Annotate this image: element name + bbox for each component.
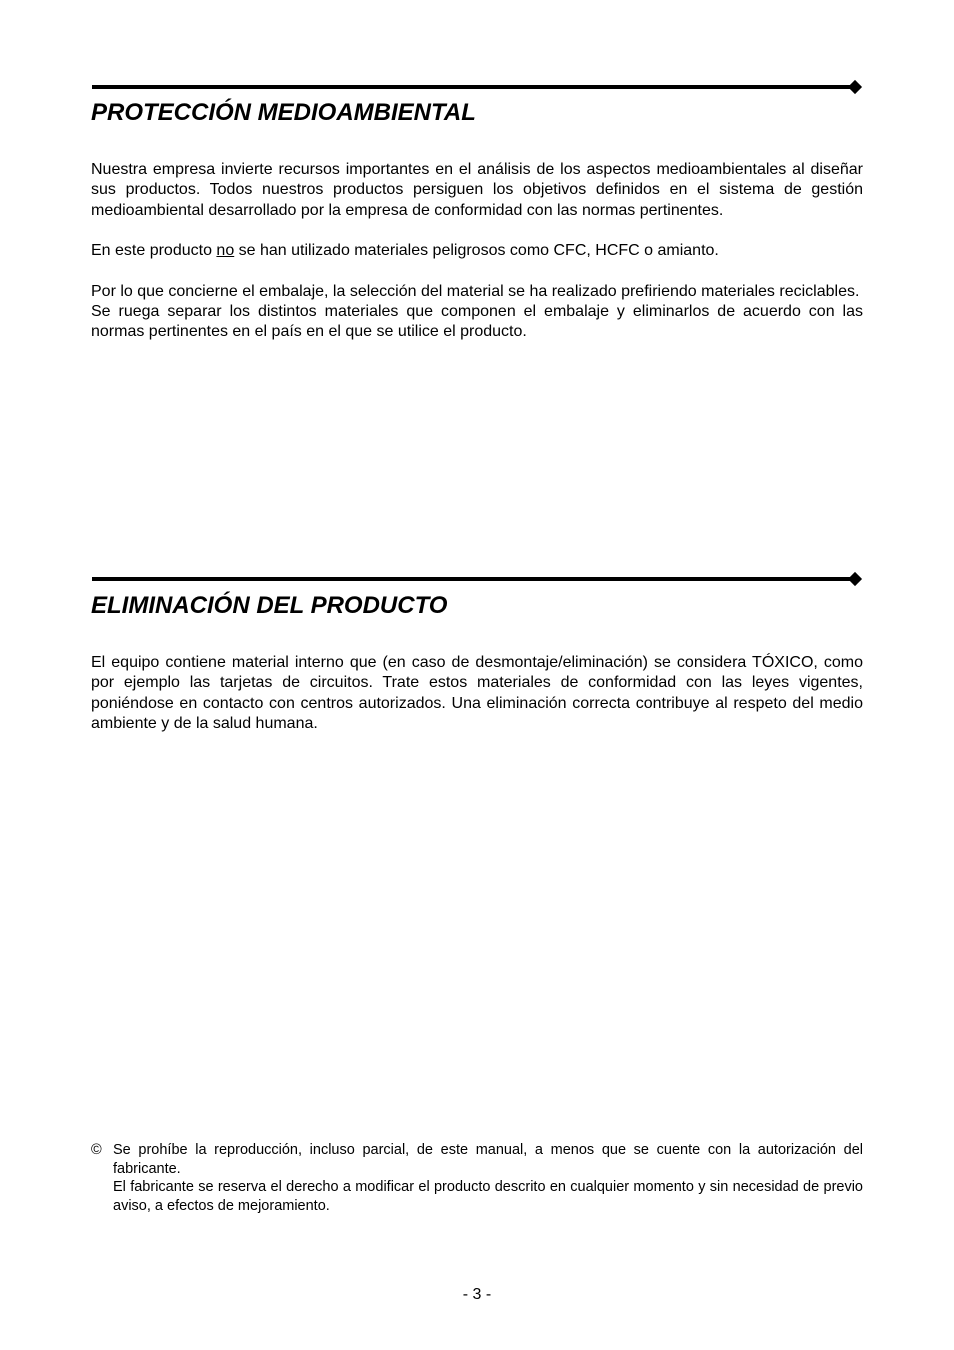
footnote-line: Se prohíbe la reproducción, incluso parcial, de este manual, a menos que se cuente con la autorización del fabricante. xyxy=(113,1142,863,1177)
copyright-icon: © xyxy=(91,1142,102,1158)
divider-line xyxy=(92,85,850,89)
page-number: - 3 - xyxy=(462,1286,492,1303)
footnote-line: El fabricante se reserva el derecho a modificar el producto descrito en cualquier momento y sin necesidad de previo aviso, a efectos de mejoramiento. xyxy=(113,1179,863,1214)
diamond-icon xyxy=(848,80,862,94)
paragraph: Nuestra empresa invierte recursos importantes en el análisis de los aspectos medioambientales al diseñar sus productos. Todos nuestros productos persiguen los objetivos definidos en el sistema de gestión medioambiental desarrollado por la empresa de conformidad con las normas pertinentes. xyxy=(91,161,863,219)
paragraph-hazardous-materials xyxy=(91,241,863,261)
divider-line xyxy=(92,577,850,581)
paragraph: Por lo que concierne el embalaje, la selección del material se ha realizado prefiriendo materiales reciclables. xyxy=(91,282,860,300)
text-segment: En este producto xyxy=(91,242,217,260)
paragraph: Se ruega separar los distintos materiales que componen el embalaje y eliminarlos de acuerdo con las normas pertinentes en el país en el que se utilice el producto. xyxy=(91,303,863,341)
section-body-environmental xyxy=(91,160,863,343)
copyright-footnote xyxy=(91,1141,863,1215)
text-segment: se han utilizado materiales peligrosos como CFC, HCFC o amianto. xyxy=(234,242,719,260)
section-divider-1 xyxy=(92,80,862,94)
emphasis-no: no xyxy=(216,242,235,260)
section-title-disposal: ELIMINACIÓN DEL PRODUCTO xyxy=(91,592,448,619)
diamond-icon xyxy=(848,572,862,586)
section-title-environmental: PROTECCIÓN MEDIOAMBIENTAL xyxy=(91,99,476,126)
paragraph: El equipo contiene material interno que (en caso de desmontaje/eliminación) se considera TÓXICO, como por ejemplo las tarjetas de circuitos. Trate estos materiales de conformidad con las leyes vigentes, poniéndose en contacto con centros autorizados. Una eliminación correcta contribuye al respeto del medio ambiente y de la salud humana. xyxy=(91,654,863,733)
section-divider-2 xyxy=(92,572,862,586)
section-body-disposal xyxy=(91,653,863,735)
